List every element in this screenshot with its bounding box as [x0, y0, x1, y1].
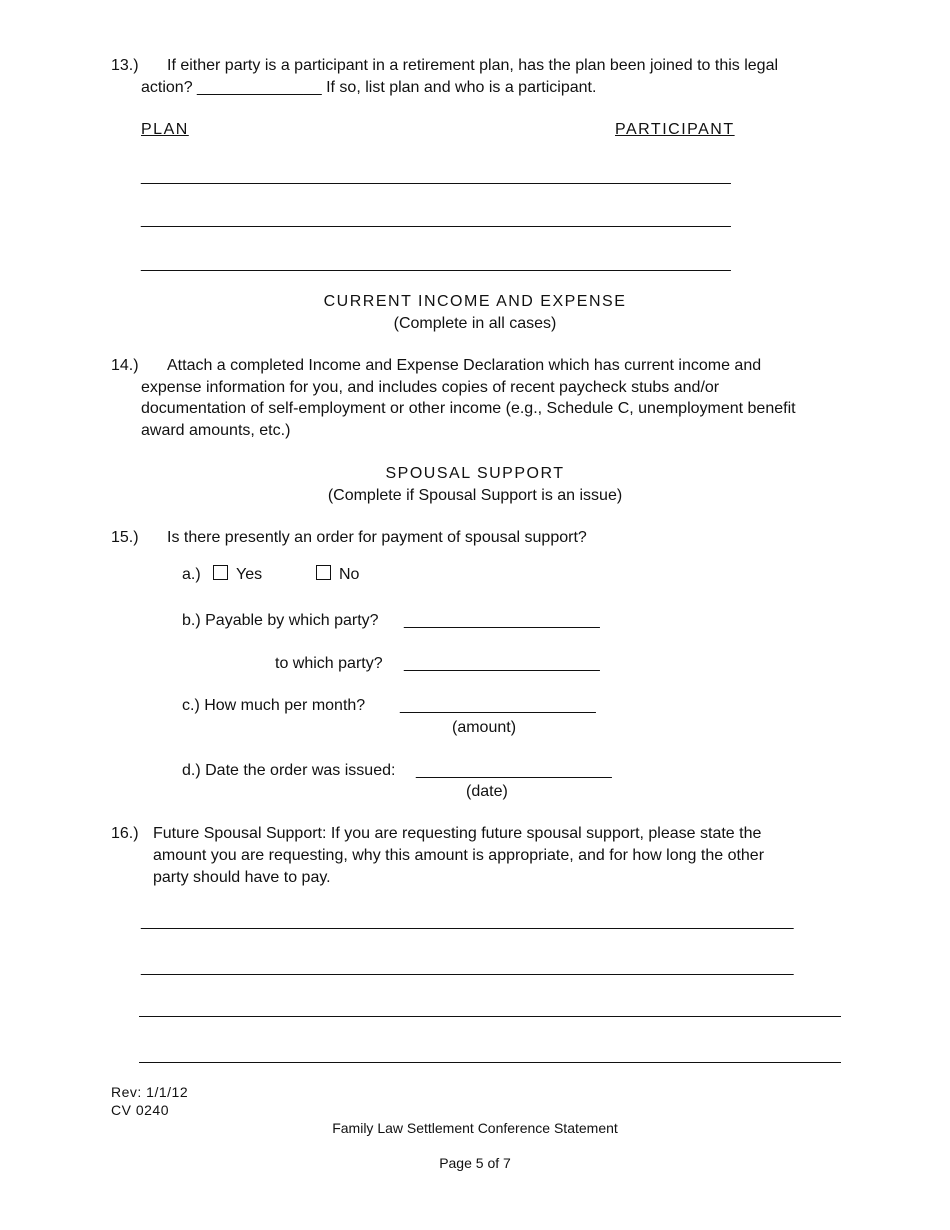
income-section-heading: CURRENT INCOME AND EXPENSE	[323, 293, 627, 310]
page-number: Page 5 of 7	[439, 1155, 511, 1171]
plan-column-header: PLAN	[141, 121, 189, 138]
q14-number: 14.)	[111, 357, 139, 374]
q16-text-line2: amount you are requesting, why this amount is appropriate, and for how long the other	[153, 847, 765, 864]
yes-label: Yes	[236, 566, 263, 583]
form-number: CV 0240	[111, 1102, 169, 1118]
no-checkbox-box[interactable]	[316, 565, 331, 580]
q16-text-line3: party should have to pay.	[153, 869, 331, 886]
date-caption: (date)	[466, 783, 508, 800]
order-date-field[interactable]: ______________________	[416, 762, 612, 779]
future-support-answer-line-3[interactable]	[139, 1016, 841, 1017]
to-which-party-label: to which party?	[275, 655, 383, 672]
payable-by-party-field[interactable]: ______________________	[404, 612, 600, 629]
q13-joined-answer-field[interactable]: ______________	[197, 79, 322, 96]
yes-checkbox-box[interactable]	[213, 565, 228, 580]
q14-text-line1: Attach a completed Income and Expense Declaration which has current income and	[167, 357, 762, 374]
q13-action-label: action?	[141, 79, 193, 96]
q13-number: 13.)	[111, 57, 139, 74]
plan-row-1-field[interactable]: _______________________________________________________________________	[141, 168, 731, 185]
q14-text-line4: award amounts, etc.)	[141, 422, 291, 439]
amount-per-month-field[interactable]: ______________________	[400, 697, 596, 714]
future-support-answer-line-2[interactable]: ___________________________________________________________________________	[141, 959, 794, 976]
q16-text-line1: Future Spousal Support: If you are requesting future spousal support, please state the	[153, 825, 762, 842]
yes-checkbox[interactable]	[213, 565, 262, 584]
q15-number: 15.)	[111, 529, 139, 546]
q13-list-instruction: If so, list plan and who is a participant.	[326, 79, 597, 96]
future-support-answer-line-4[interactable]	[139, 1062, 841, 1063]
plan-row-2-field[interactable]: _______________________________________________________________________	[141, 211, 731, 228]
q14-text-line2: expense information for you, and includes copies of recent paycheck stubs and/or	[141, 379, 720, 396]
q15c-label: c.) How much per month?	[182, 697, 366, 714]
q13-text-line1: If either party is a participant in a retirement plan, has the plan been joined to this legal	[167, 57, 779, 74]
future-support-answer-line-1[interactable]: ___________________________________________________________________________	[141, 913, 794, 930]
no-checkbox[interactable]	[316, 565, 359, 584]
q14-text-line3: documentation of self-employment or other income (e.g., Schedule C, unemployment benefit	[141, 400, 796, 417]
q16-number: 16.)	[111, 825, 139, 842]
amount-caption: (amount)	[452, 719, 517, 736]
q13-text-line2	[141, 78, 596, 97]
support-section-subheading: (Complete if Spousal Support is an issue)	[327, 487, 623, 504]
no-label: No	[339, 566, 360, 583]
form-title: Family Law Settlement Conference Statement	[332, 1120, 618, 1136]
support-section-heading: SPOUSAL SUPPORT	[385, 465, 565, 482]
to-which-party-field[interactable]: ______________________	[404, 655, 600, 672]
q15d-label: d.) Date the order was issued:	[182, 762, 396, 779]
participant-column-header: PARTICIPANT	[615, 121, 735, 138]
q15b-label: b.) Payable by which party?	[182, 612, 379, 629]
income-section-subheading: (Complete in all cases)	[393, 315, 557, 332]
q15-question: Is there presently an order for payment of spousal support?	[167, 529, 587, 546]
revision-date: Rev: 1/1/12	[111, 1084, 189, 1100]
plan-row-3-field[interactable]: _______________________________________________________________________	[141, 255, 731, 272]
q15a-label: a.)	[182, 566, 201, 583]
